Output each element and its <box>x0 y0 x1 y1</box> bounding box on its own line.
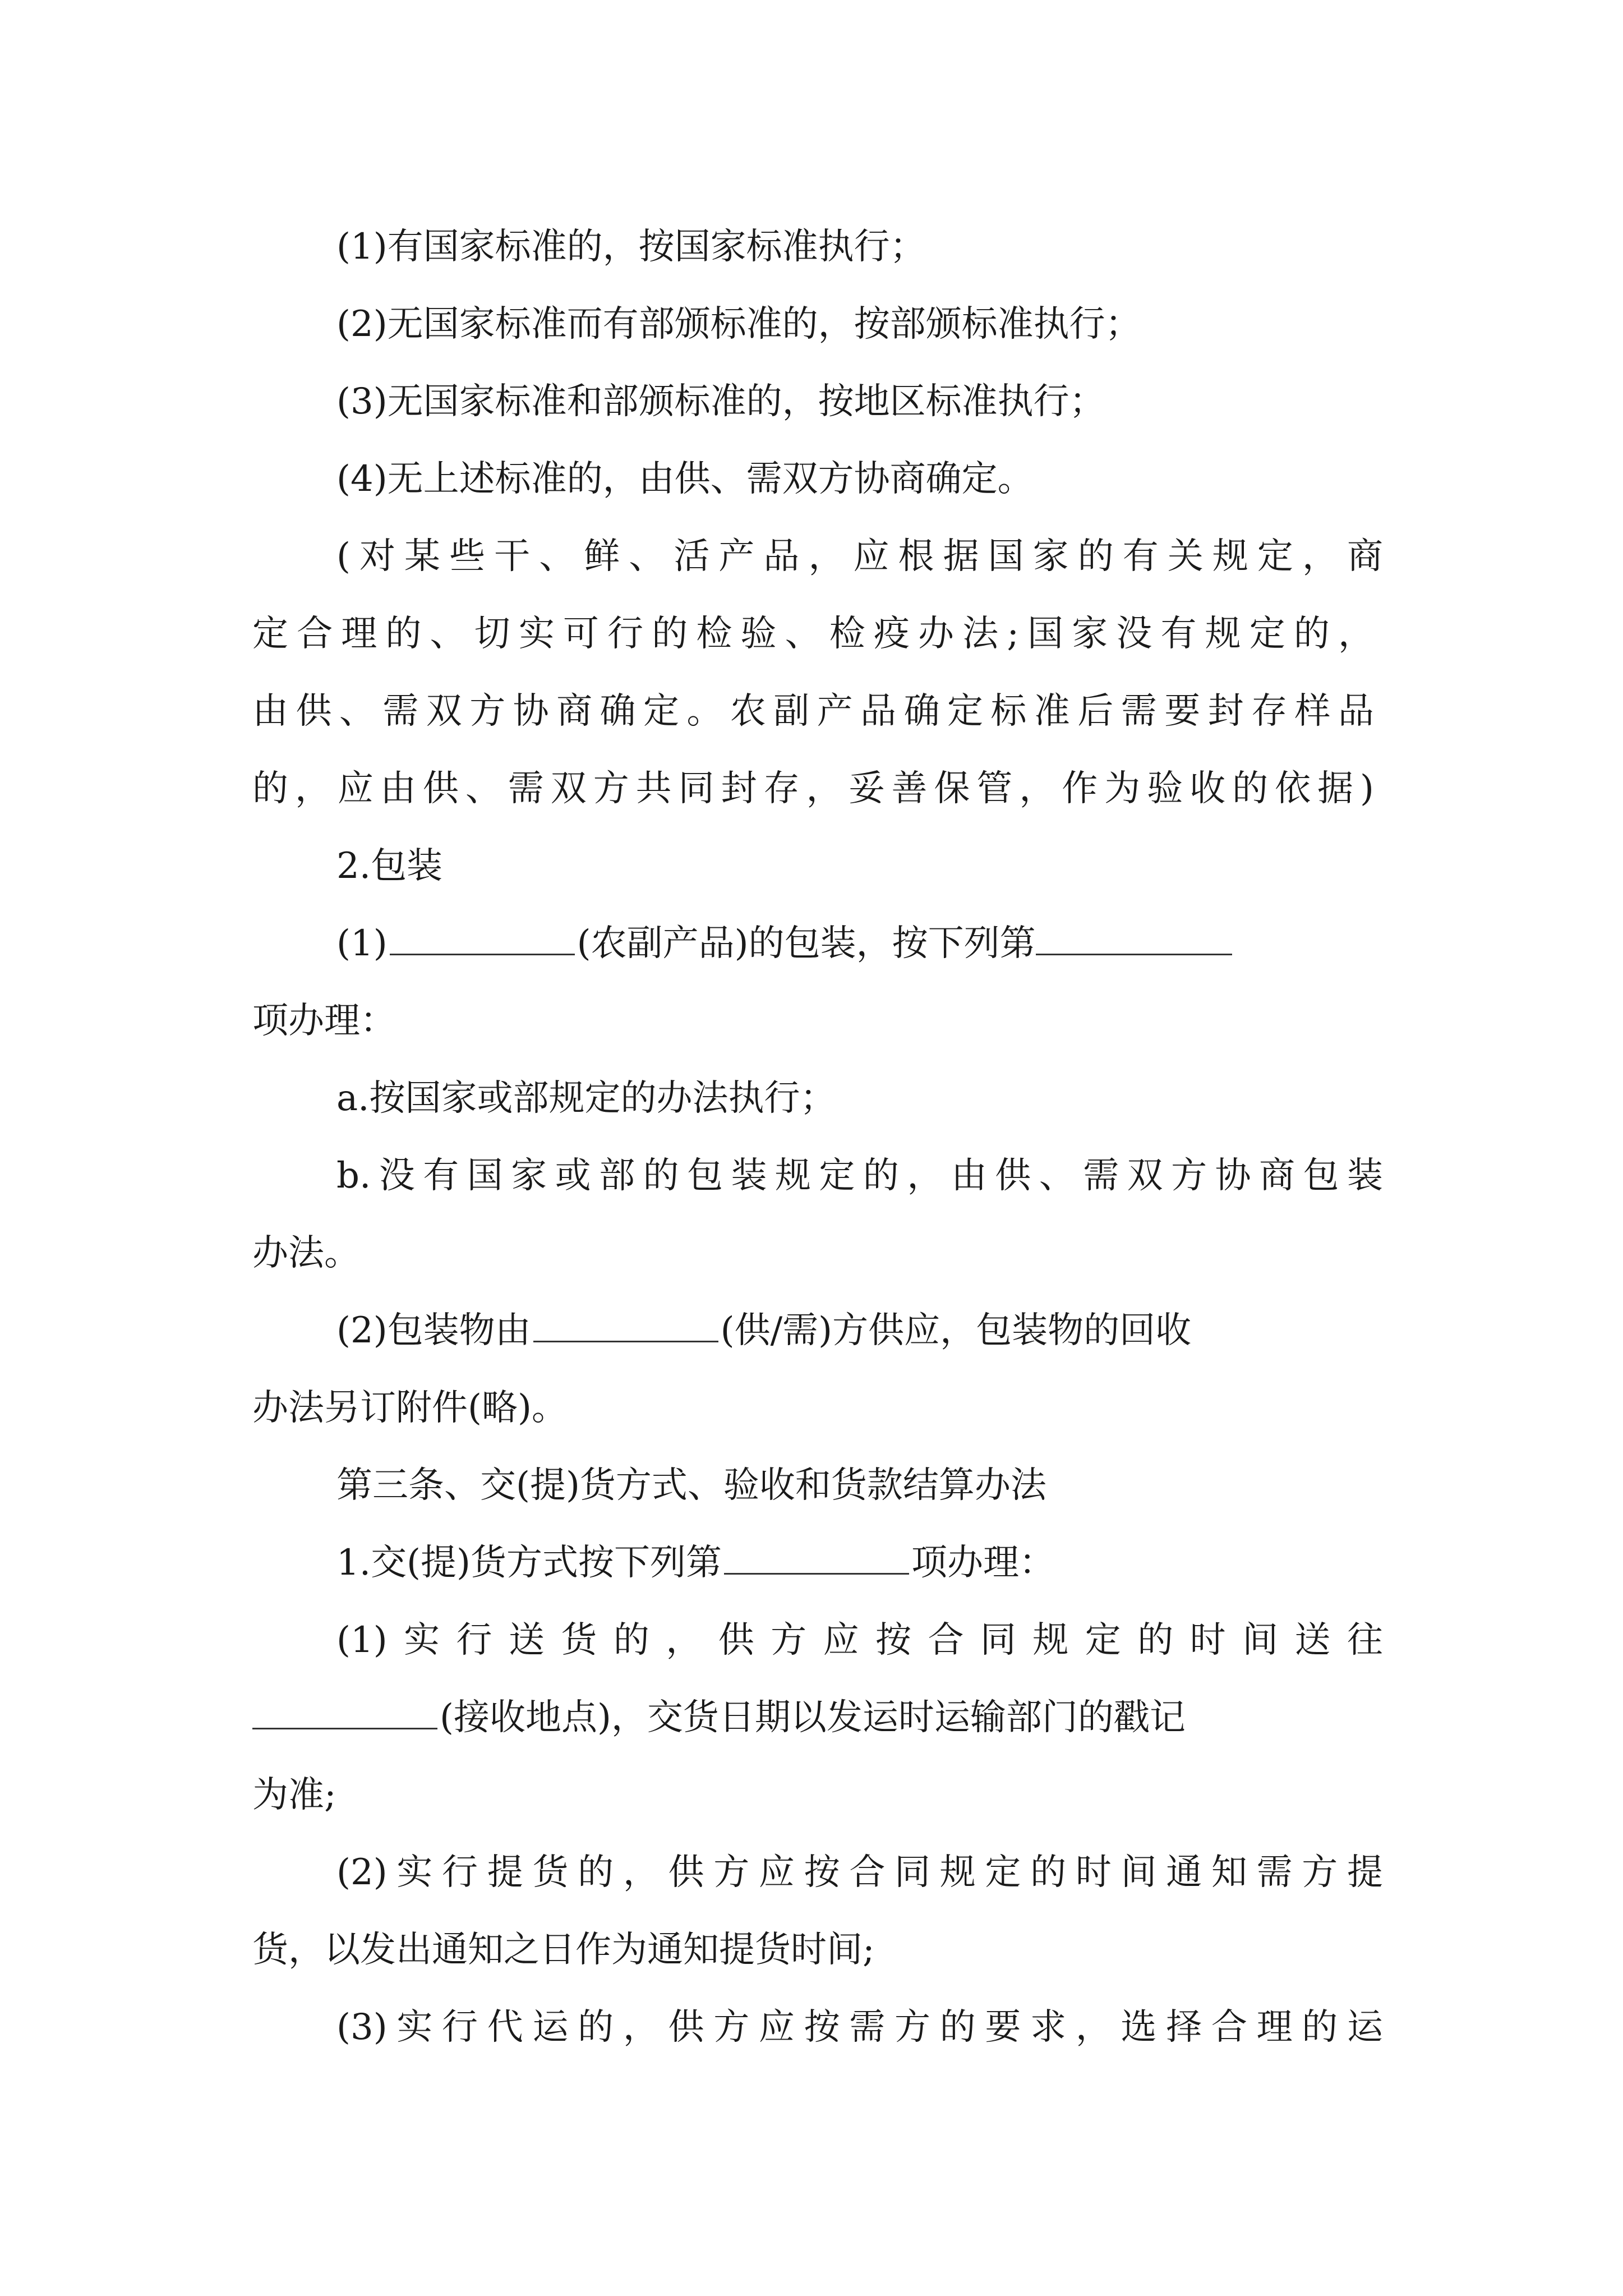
paragraph-note-line-1 <box>0 528 1623 585</box>
paragraph-delivery-1-line-1 <box>0 1612 1623 1668</box>
text: (1)实行送货的，供方应按合同规定的时间送往 <box>336 1619 1383 1661</box>
text: 2.包装 <box>336 845 443 887</box>
text: (3)无国家标准和部颁标准的，按地区标准执行； <box>336 381 1105 422</box>
text: 为准; <box>252 1774 336 1816</box>
text: (2)无国家标准而有部颁标准的，按部颁标准执行； <box>336 303 1141 345</box>
paragraph-delivery-1-line-2 <box>0 1690 1623 1746</box>
fill-blank-supplier[interactable] <box>533 1306 718 1342</box>
paragraph-packaging-2-line-1 <box>0 1303 1623 1359</box>
paragraph-packaging-2-line-2 <box>0 1380 1623 1436</box>
text: (2)实行提货的，供方应按合同规定的时间通知需方提 <box>336 1852 1383 1893</box>
paragraph-standard-4 <box>0 451 1623 507</box>
paragraph-packaging-1-line-1 <box>0 915 1623 972</box>
text: 项办理： <box>911 1542 1055 1584</box>
paragraph-standard-2 <box>0 296 1623 352</box>
text: (对某些干、鲜、活产品，应根据国家的有关规定，商 <box>336 536 1383 577</box>
text: 办法。 <box>252 1232 360 1274</box>
text: (1)有国家标准的，按国家标准执行； <box>336 226 926 268</box>
paragraph-delivery-3-line-1 <box>0 1999 1623 2055</box>
heading-packaging <box>0 838 1623 894</box>
text: 货，以发出通知之日作为通知提货时间; <box>252 1929 875 1971</box>
fill-blank-receiving-location[interactable] <box>252 1693 437 1729</box>
text: (接收地点)，交货日期以发运时运输部门的戳记 <box>440 1697 1186 1738</box>
text: 项办理： <box>252 1000 396 1042</box>
paragraph-note-line-3 <box>0 683 1623 739</box>
paragraph-delivery-1-line-3 <box>0 1767 1623 1823</box>
text: 定合理的、切实可行的检验、检疫办法;国家没有规定的， <box>252 613 1374 655</box>
paragraph-standard-1 <box>0 219 1623 275</box>
fill-blank-item-number[interactable] <box>1036 919 1232 955</box>
paragraph-note-line-4 <box>0 761 1623 817</box>
text: 的，应由供、需双方共同封存，妥善保管，作为验收的依据) <box>252 768 1374 809</box>
paragraph-standard-3 <box>0 374 1623 430</box>
fill-blank-product[interactable] <box>390 919 575 955</box>
paragraph-packaging-1-line-2 <box>0 993 1623 1049</box>
fill-blank-delivery-item[interactable] <box>724 1538 909 1575</box>
paragraph-delivery-method <box>0 1535 1623 1591</box>
paragraph-packaging-b-line-1 <box>0 1148 1623 1204</box>
text: b.没有国家或部的包装规定的，由供、需双方协商包装 <box>336 1155 1383 1197</box>
text: (1) <box>336 923 388 964</box>
text: a.按国家或部规定的办法执行； <box>336 1078 836 1119</box>
text: (3)实行代运的，供方应按需方的要求，选择合理的运 <box>336 2007 1383 2048</box>
text: 办法另订附件(略)。 <box>252 1387 568 1429</box>
paragraph-note-line-2 <box>0 606 1623 662</box>
text: 第三条、交(提)货方式、验收和货款结算办法 <box>336 1465 1046 1506</box>
text: 由供、需双方协商确定。农副产品确定标准后需要封存样品 <box>252 691 1374 732</box>
text: (2)包装物由 <box>336 1310 531 1351</box>
paragraph-delivery-2-line-2 <box>0 1922 1623 1978</box>
paragraph-packaging-b-line-2 <box>0 1225 1623 1281</box>
paragraph-packaging-a <box>0 1070 1623 1126</box>
text: (农副产品)的包装，按下列第 <box>577 923 1036 964</box>
text: 1.交(提)货方式按下列第 <box>336 1542 722 1584</box>
heading-article-3 <box>0 1457 1623 1513</box>
paragraph-delivery-2-line-1 <box>0 1844 1623 1901</box>
text: (供/需)方供应，包装物的回收 <box>720 1310 1192 1351</box>
text: (4)无上述标准的，由供、需双方协商确定。 <box>336 458 1034 500</box>
